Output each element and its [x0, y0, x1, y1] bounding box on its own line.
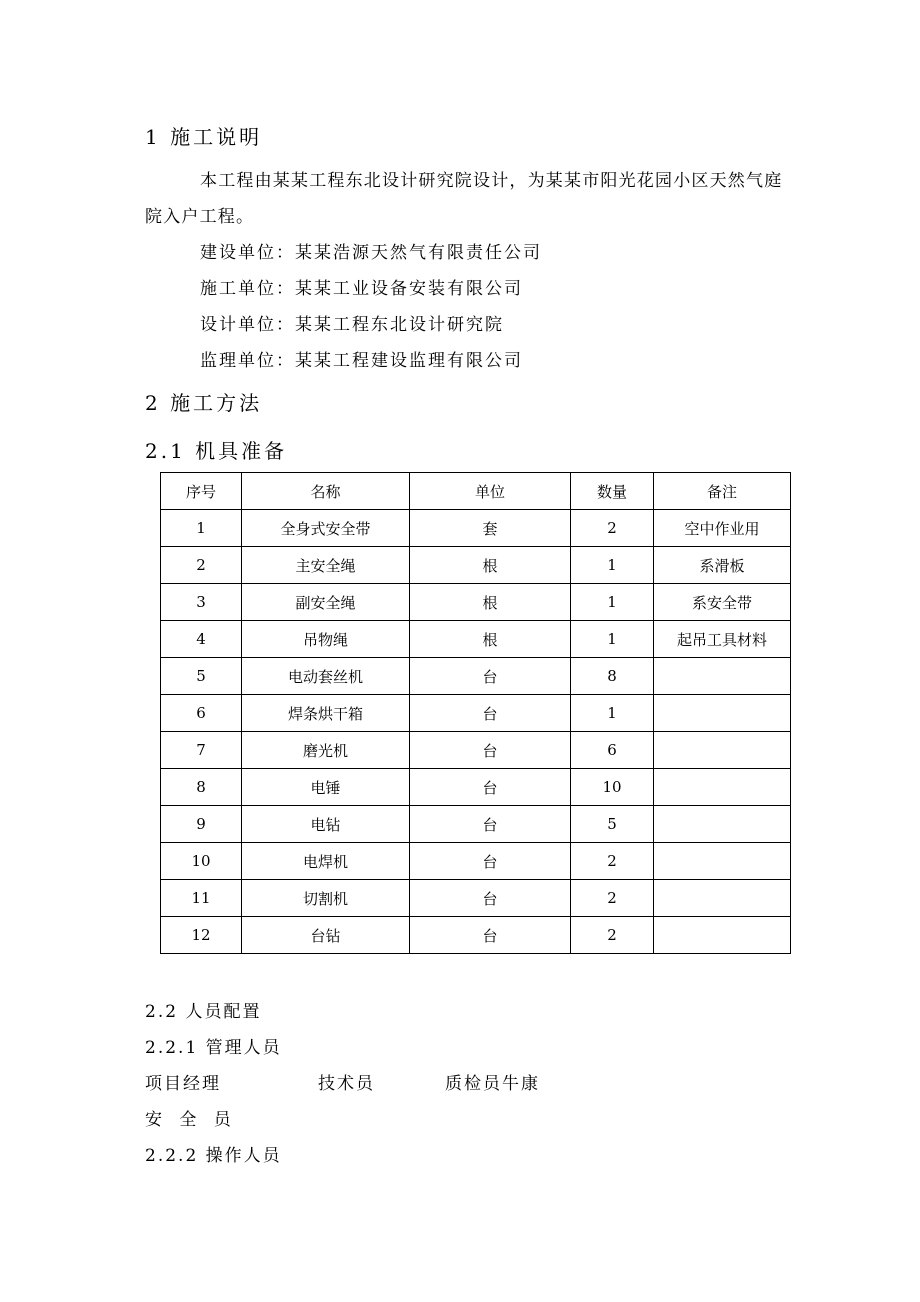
- table-cell: 起吊工具材料: [654, 621, 791, 658]
- header-cell: 名称: [242, 473, 410, 510]
- table-cell: 1: [571, 584, 654, 621]
- table-row: [161, 695, 791, 732]
- table-cell: 8: [161, 769, 242, 806]
- table-cell: 台: [410, 880, 571, 917]
- table-cell: 主安全绳: [242, 547, 410, 584]
- table-cell: 台钻: [242, 917, 410, 954]
- table-cell: 台: [410, 695, 571, 732]
- table-cell: 10: [571, 769, 654, 806]
- table-cell: 焊条烘干箱: [242, 695, 410, 732]
- table-cell: 1: [571, 547, 654, 584]
- table-cell: [654, 695, 791, 732]
- table-row: [161, 658, 791, 695]
- table-cell: 2: [161, 547, 242, 584]
- header-cell: 数量: [571, 473, 654, 510]
- header-cell: 序号: [161, 473, 242, 510]
- table-cell: 台: [410, 843, 571, 880]
- section-2-2-1-title: 2.2.1 管理人员: [145, 1038, 282, 1058]
- table-row: [161, 769, 791, 806]
- unit-construction-owner: 建设单位：某某浩源天然气有限责任公司: [200, 243, 542, 263]
- table-cell: 台: [410, 917, 571, 954]
- table-row: [161, 880, 791, 917]
- section-2-2-title: 2.2 人员配置: [145, 1002, 262, 1022]
- table-row: [161, 806, 791, 843]
- table-cell: 根: [410, 621, 571, 658]
- table-row: [161, 621, 791, 658]
- table-cell: 磨光机: [242, 732, 410, 769]
- table-cell: 2: [571, 917, 654, 954]
- intro-paragraph-line-2: 院入户工程。: [145, 207, 255, 227]
- table-cell: 电动套丝机: [242, 658, 410, 695]
- table-cell: 8: [571, 658, 654, 695]
- table-cell: [654, 732, 791, 769]
- table-cell: 1: [161, 510, 242, 547]
- table-row: [161, 917, 791, 954]
- manager-technician: 技术员: [318, 1074, 375, 1094]
- table-row: [161, 732, 791, 769]
- table-cell: 电焊机: [242, 843, 410, 880]
- table-cell: [654, 806, 791, 843]
- table-cell: 电锤: [242, 769, 410, 806]
- section-2-2-2-title: 2.2.2 操作人员: [145, 1146, 282, 1166]
- table-cell: 3: [161, 584, 242, 621]
- table-cell: 6: [571, 732, 654, 769]
- table-cell: 根: [410, 584, 571, 621]
- unit-contractor: 施工单位：某某工业设备安装有限公司: [200, 279, 523, 299]
- table-cell: 电钻: [242, 806, 410, 843]
- table-cell: 系安全带: [654, 584, 791, 621]
- table-header-row: [161, 473, 791, 510]
- table-cell: 吊物绳: [242, 621, 410, 658]
- table-cell: 2: [571, 880, 654, 917]
- table-cell: 9: [161, 806, 242, 843]
- table-cell: 10: [161, 843, 242, 880]
- section-2-1-title: 2.1 机具准备: [145, 439, 288, 463]
- table-cell: 台: [410, 732, 571, 769]
- table-cell: 4: [161, 621, 242, 658]
- table-cell: 5: [161, 658, 242, 695]
- unit-supervisor: 监理单位：某某工程建设监理有限公司: [200, 351, 523, 371]
- table-cell: 台: [410, 658, 571, 695]
- table-cell: [654, 658, 791, 695]
- equipment-table: [160, 472, 791, 954]
- table-cell: 台: [410, 769, 571, 806]
- unit-designer: 设计单位：某某工程东北设计研究院: [200, 315, 504, 335]
- table-cell: [654, 769, 791, 806]
- table-cell: 11: [161, 880, 242, 917]
- table-cell: 切割机: [242, 880, 410, 917]
- table-cell: 12: [161, 917, 242, 954]
- table-cell: 5: [571, 806, 654, 843]
- table-cell: 2: [571, 510, 654, 547]
- manager-safety-officer: 安 全 员: [145, 1110, 237, 1130]
- table-cell: 6: [161, 695, 242, 732]
- table-cell: 根: [410, 547, 571, 584]
- table-cell: 1: [571, 621, 654, 658]
- manager-project-manager: 项目经理: [145, 1074, 221, 1094]
- table-cell: 空中作业用: [654, 510, 791, 547]
- intro-paragraph-line-1: 本工程由某某工程东北设计研究院设计，为某某市阳光花园小区天然气庭: [200, 171, 783, 191]
- table-cell: 台: [410, 806, 571, 843]
- table-row: [161, 510, 791, 547]
- table-cell: [654, 917, 791, 954]
- manager-quality-inspector: 质检员牛康: [445, 1074, 540, 1094]
- table-cell: [654, 880, 791, 917]
- table-cell: 系滑板: [654, 547, 791, 584]
- section-1-title: 1 施工说明: [145, 125, 263, 149]
- table-cell: 2: [571, 843, 654, 880]
- table-cell: [654, 843, 791, 880]
- header-cell: 备注: [654, 473, 791, 510]
- header-cell: 单位: [410, 473, 571, 510]
- table-cell: 全身式安全带: [242, 510, 410, 547]
- table-row: [161, 584, 791, 621]
- table-cell: 副安全绳: [242, 584, 410, 621]
- table-cell: 1: [571, 695, 654, 732]
- section-2-title: 2 施工方法: [145, 391, 263, 415]
- table-cell: 7: [161, 732, 242, 769]
- table-cell: 套: [410, 510, 571, 547]
- table-row: [161, 843, 791, 880]
- table-row: [161, 547, 791, 584]
